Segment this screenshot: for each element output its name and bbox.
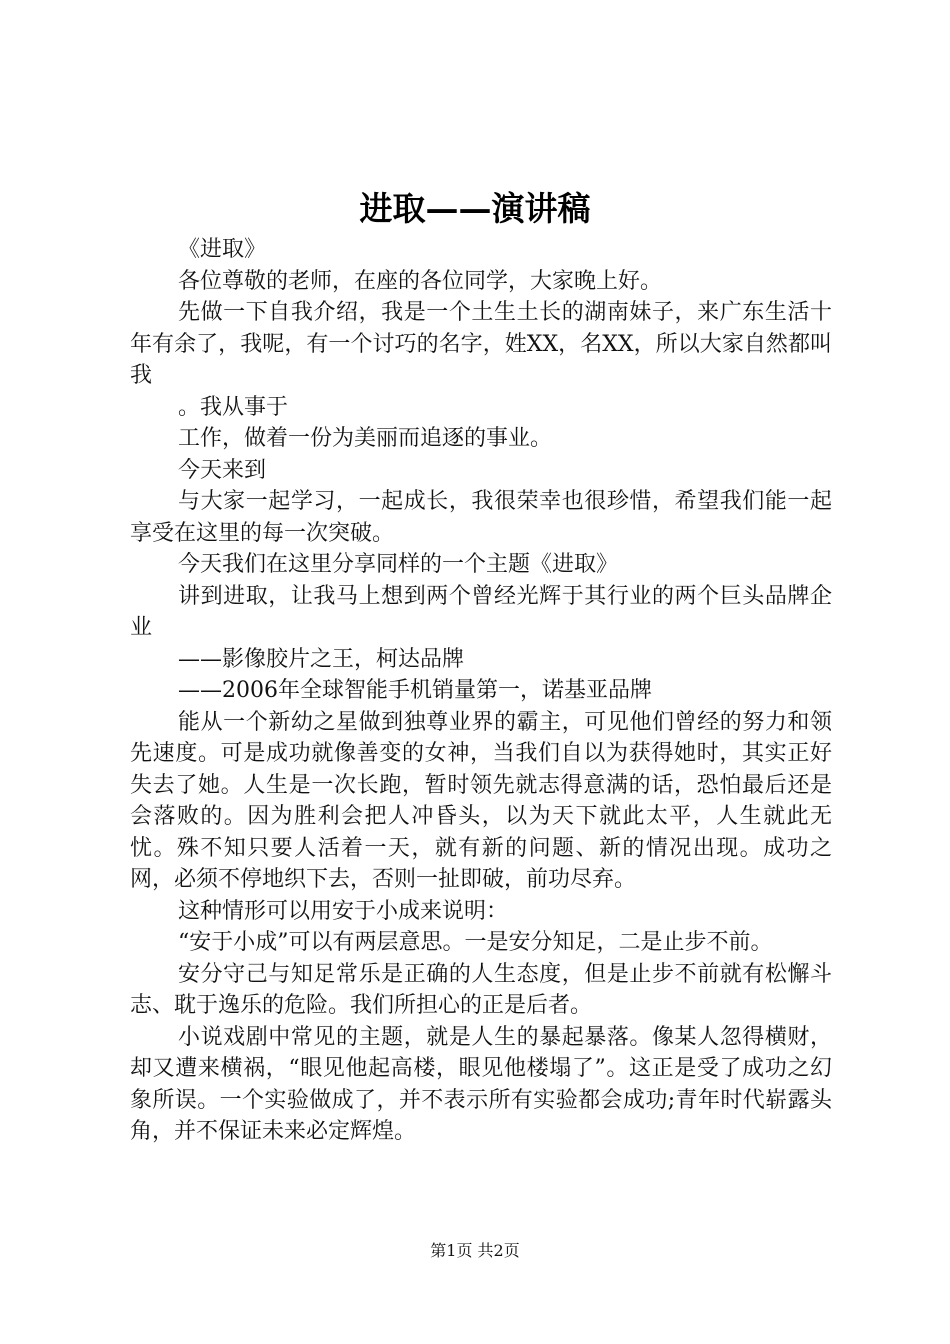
paragraph: 能从一个新幼之星做到独尊业界的霸主，可见他们曾经的努力和领先速度。可是成功就像善变的女神，当我们自以为获得她时，其实正好失去了她。人生是一次长跑，暂时领先就志得意满的话，恐怕最后还是会落败的。因为胜利会把人冲昏头，以为天下就此太平，人生就此无忧。殊不知只要人活着一天，就有新的问题、新的情况出现。成功之网，必须不停地织下去，否则一扯即破，前功尽弃。 bbox=[130, 709, 832, 892]
document-title: 进取——演讲稿 bbox=[359, 189, 591, 228]
paragraph: 与大家一起学习，一起成长，我很荣幸也很珍惜，希望我们能一起享受在这里的每一次突破。 bbox=[130, 489, 832, 546]
paragraph: “安于小成”可以有两层意思。一是安分知足，二是止步不前。 bbox=[178, 930, 773, 955]
paragraph: 讲到进取，让我马上想到两个曾经光辉于其行业的两个巨头品牌企业 bbox=[130, 583, 832, 640]
paragraph: 今天来到 bbox=[178, 457, 267, 483]
paragraph: ——2006年全球智能手机销量第一，诺基亚品牌 bbox=[178, 678, 652, 703]
paragraph: 今天我们在这里分享同样的一个主题《进取》 bbox=[178, 552, 619, 577]
page-footer: 第1页 共2页 bbox=[430, 1241, 520, 1260]
paragraph: 安分守己与知足常乐是正确的人生态度，但是止步不前就有松懈斗志、耽于逸乐的危险。我们所担心的正是后者。 bbox=[130, 961, 832, 1018]
paragraph: 各位尊敬的老师，在座的各位同学，大家晚上好。 bbox=[178, 268, 663, 294]
paragraph: ——影像胶片之王，柯达品牌 bbox=[178, 646, 465, 672]
paragraph: 先做一下自我介绍，我是一个土生土长的湖南妹子，来广东生活十年有余了，我呢，有一个讨巧的名字，姓XX，名XX，所以大家自然都叫我 bbox=[130, 300, 832, 388]
paragraph: 这种情形可以用安于小成来说明： bbox=[178, 898, 509, 924]
paragraph: 《进取》 bbox=[178, 237, 267, 262]
paragraph: 小说戏剧中常见的主题，就是人生的暴起暴落。像某人忽得横财，却又遭来横祸，“眼见他起高楼，眼见他楼塌了”。这正是受了成功之幻象所误。一个实验做成了，并不表示所有实验都会成功;青年时代崭露头角，并不保证未来必定辉煌。 bbox=[130, 1024, 832, 1144]
paragraph: 。我从事于 bbox=[178, 394, 289, 420]
paragraph: 工作，做着一份为美丽而追逐的事业。 bbox=[178, 426, 553, 451]
document-body bbox=[130, 234, 832, 1148]
